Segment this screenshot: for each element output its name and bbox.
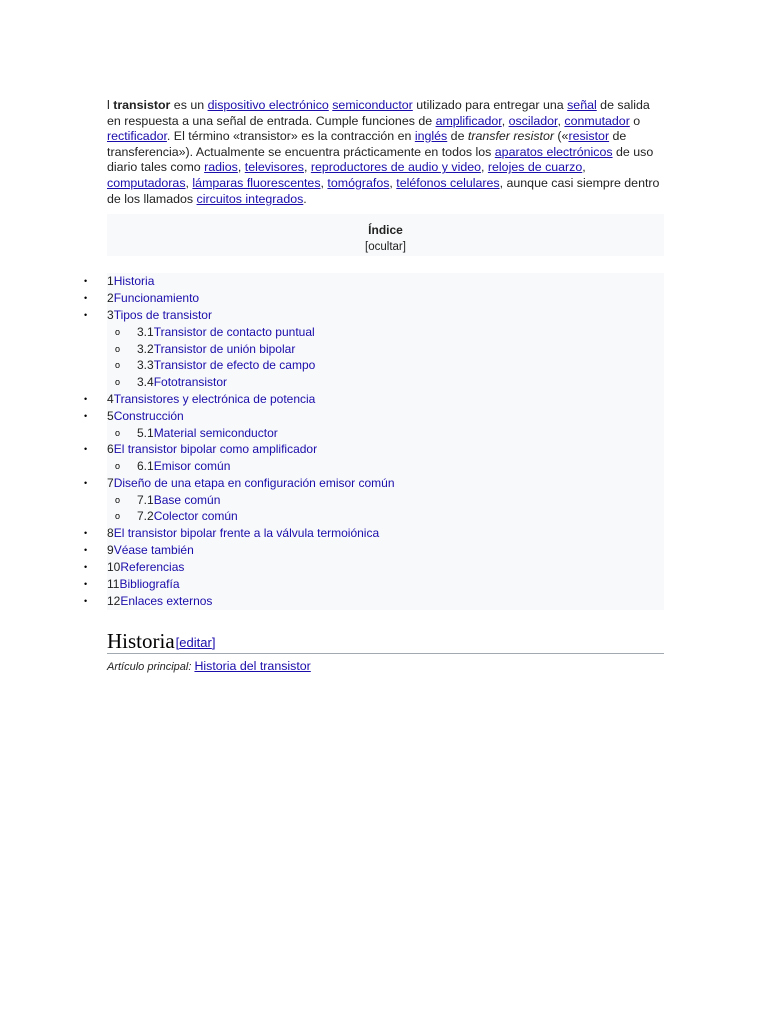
toc-item-label[interactable]: El transistor bipolar como amplificador: [113, 442, 318, 457]
link-semiconductor[interactable]: semiconductor: [332, 98, 413, 112]
intro-text: ,: [582, 160, 586, 175]
link-ingles[interactable]: inglés: [414, 129, 448, 144]
toc-hide-toggle[interactable]: [ocultar]: [365, 241, 406, 254]
toc-item-number: 2: [107, 291, 114, 306]
link-conmutador[interactable]: conmutador: [564, 113, 630, 128]
toc-item[interactable]: [107, 508, 664, 525]
toc-item-number: 6: [107, 442, 114, 457]
edit-label[interactable]: editar: [179, 634, 212, 650]
toc-item-label[interactable]: Transistores y electrónica de potencia: [113, 391, 316, 406]
toc-item-number: 6.1: [137, 459, 154, 474]
link-dispositivo-electronico[interactable]: dispositivo electrónico: [207, 98, 329, 112]
intro-text: de uso diario tales como: [107, 144, 654, 175]
link-telefonos-celulares[interactable]: teléfonos celulares: [396, 175, 500, 190]
intro-text: de: [447, 129, 468, 144]
intro-text: ,: [481, 160, 488, 175]
toc-item-number: 10: [107, 559, 121, 574]
toc-item[interactable]: [107, 324, 664, 341]
intro-text: ,: [501, 113, 509, 128]
link-reproductores[interactable]: reproductores de audio y video: [310, 160, 482, 175]
toc-item-number: 3.2: [137, 341, 154, 356]
toc-item-label[interactable]: Enlaces externos: [120, 593, 213, 608]
link-resistor[interactable]: resistor: [568, 129, 610, 144]
toc-item-number: 4: [107, 391, 114, 406]
toc-item-label[interactable]: Construcción: [113, 408, 184, 423]
intro-text: utilizado para entregar una: [412, 98, 568, 112]
toc-list: [84, 273, 664, 610]
hatnote-link[interactable]: Historia del transistor: [194, 658, 311, 673]
toc-item-number: 5: [107, 408, 114, 423]
intro-text: («: [553, 129, 569, 144]
toc-item-label[interactable]: Transistor de unión bipolar: [153, 341, 296, 356]
toc-item-number: 7: [107, 475, 114, 490]
intro-text: ,: [557, 113, 565, 128]
toc-item-label[interactable]: Funcionamiento: [113, 291, 200, 306]
bullet-icon: •: [84, 410, 88, 421]
link-rectificador[interactable]: rectificador: [107, 129, 167, 144]
circle-bullet-icon: o: [115, 511, 121, 522]
intro-text: o: [629, 113, 641, 128]
hatnote: [107, 658, 664, 676]
toc-item-label[interactable]: Material semiconductor: [153, 425, 278, 440]
link-relojes-de-cuarzo[interactable]: relojes de cuarzo: [487, 160, 583, 175]
link-circuitos-integrados[interactable]: circuitos integrados: [196, 191, 304, 206]
link-computadoras[interactable]: computadoras: [107, 175, 186, 190]
toc-item-number: 7.2: [137, 509, 154, 524]
intro-paragraph: [107, 98, 664, 207]
link-senal[interactable]: señal: [567, 98, 597, 112]
link-lamparas-fluorescentes[interactable]: lámparas fluorescentes: [192, 175, 321, 190]
bullet-icon: •: [84, 293, 88, 304]
link-amplificador[interactable]: amplificador: [435, 113, 502, 128]
intro-text: de transferencia»). Actualmente se encuentra prácticamente en todos los: [107, 129, 627, 159]
circle-bullet-icon: o: [115, 461, 121, 472]
link-radios[interactable]: radios: [204, 160, 238, 175]
bullet-icon: •: [84, 393, 88, 404]
intro-text: .: [303, 191, 307, 206]
toc-item[interactable]: [84, 391, 664, 408]
edit-bracket-open: [: [175, 634, 180, 650]
bullet-icon: •: [84, 595, 88, 606]
toc-item-number: 9: [107, 542, 114, 557]
edit-section-link[interactable]: [176, 633, 216, 653]
toc-item-number: 3.3: [137, 358, 154, 373]
bullet-icon: •: [84, 310, 88, 321]
toc-item[interactable]: [84, 593, 664, 610]
toc-item[interactable]: [84, 559, 664, 576]
intro-text: es un: [170, 98, 208, 112]
bullet-icon: •: [84, 527, 88, 538]
toc-item[interactable]: [107, 492, 664, 509]
toc-item[interactable]: [84, 441, 664, 458]
bullet-icon: •: [84, 444, 88, 455]
intro-text: ,: [303, 160, 311, 175]
bullet-icon: •: [84, 561, 88, 572]
bullet-icon: •: [84, 276, 88, 287]
intro-text: . El término «transistor» es la contracción en: [166, 129, 415, 144]
link-televisores[interactable]: televisores: [244, 160, 304, 175]
toc-item-label[interactable]: Base común: [153, 492, 221, 507]
section-title: Historia: [107, 628, 175, 653]
intro-text: ,: [185, 175, 193, 190]
toc-header: [107, 214, 664, 256]
intro-text: ,: [237, 160, 245, 175]
toc-item-label[interactable]: Colector común: [153, 509, 238, 524]
toc-item[interactable]: [84, 542, 664, 559]
toc-item-label[interactable]: Emisor común: [153, 459, 231, 474]
toc-item-number: 11: [107, 576, 120, 591]
edit-bracket-close: ]: [211, 634, 216, 650]
circle-bullet-icon: o: [115, 494, 121, 505]
toc-item-label[interactable]: Tipos de transistor: [113, 308, 212, 323]
toc-item[interactable]: [107, 425, 664, 442]
toc-item[interactable]: [107, 341, 664, 358]
intro-text: ,: [320, 175, 328, 190]
toc-item-label[interactable]: Historia: [113, 274, 155, 289]
toc-item[interactable]: [84, 408, 664, 425]
toc-item-number: 12: [107, 593, 121, 608]
toc-item-number: 1: [107, 274, 114, 289]
intro-text: l: [107, 98, 114, 112]
intro-text: , aunque casi siempre dentro de los llamados: [107, 175, 660, 206]
bullet-icon: •: [84, 578, 88, 589]
toc-item[interactable]: [107, 458, 664, 475]
toc-item-number: 5.1: [137, 425, 154, 440]
toc-item[interactable]: [84, 525, 664, 542]
toc-item[interactable]: [84, 290, 664, 307]
toc-item-number: 3.4: [137, 374, 154, 389]
toc-item-label[interactable]: Véase también: [113, 542, 194, 557]
toc-item-number: 3: [107, 308, 114, 323]
toc-item-label[interactable]: Transistor de contacto puntual: [153, 325, 315, 340]
toc-item-number: 8: [107, 525, 114, 540]
toc-item[interactable]: [84, 273, 664, 290]
toc-item-label[interactable]: Transistor de efecto de campo: [153, 358, 316, 373]
toc-item-number: 3.1: [137, 325, 154, 340]
intro-text: ,: [389, 175, 397, 190]
toc-item[interactable]: [107, 374, 664, 391]
intro-term-bold: transistor: [113, 98, 171, 112]
article-content: [84, 98, 664, 676]
link-tomografos[interactable]: tomógrafos: [327, 175, 390, 190]
bullet-icon: •: [84, 477, 88, 488]
hatnote-label: Artículo principal:: [107, 660, 195, 673]
circle-bullet-icon: o: [115, 327, 121, 338]
circle-bullet-icon: o: [115, 427, 121, 438]
circle-bullet-icon: o: [115, 376, 121, 387]
toc-item[interactable]: [107, 357, 664, 374]
section-heading: [107, 626, 664, 654]
toc-item-label[interactable]: Fototransistor: [153, 374, 228, 389]
link-aparatos-electronicos[interactable]: aparatos electrónicos: [494, 144, 613, 159]
bullet-icon: •: [84, 544, 88, 555]
toc-item[interactable]: [84, 475, 664, 492]
toc-item-number: 7.1: [137, 492, 154, 507]
toc-item-label[interactable]: Referencias: [120, 559, 185, 574]
toc-title: Índice: [368, 223, 403, 238]
link-oscilador[interactable]: oscilador: [508, 113, 558, 128]
intro-text: de salida en respuesta a una señal de entrada. Cumple funciones de: [107, 98, 650, 128]
intro-term-italic: transfer resistor: [467, 129, 554, 144]
toc-item-label[interactable]: El transistor bipolar frente a la válvula termoiónica: [113, 525, 380, 540]
circle-bullet-icon: o: [115, 343, 121, 354]
toc-item-label[interactable]: Bibliografía: [119, 576, 180, 591]
toc-item-label[interactable]: Diseño de una etapa en configuración emisor común: [113, 475, 395, 490]
toc-item[interactable]: [84, 576, 664, 593]
circle-bullet-icon: o: [115, 360, 121, 371]
toc-item[interactable]: [84, 307, 664, 324]
